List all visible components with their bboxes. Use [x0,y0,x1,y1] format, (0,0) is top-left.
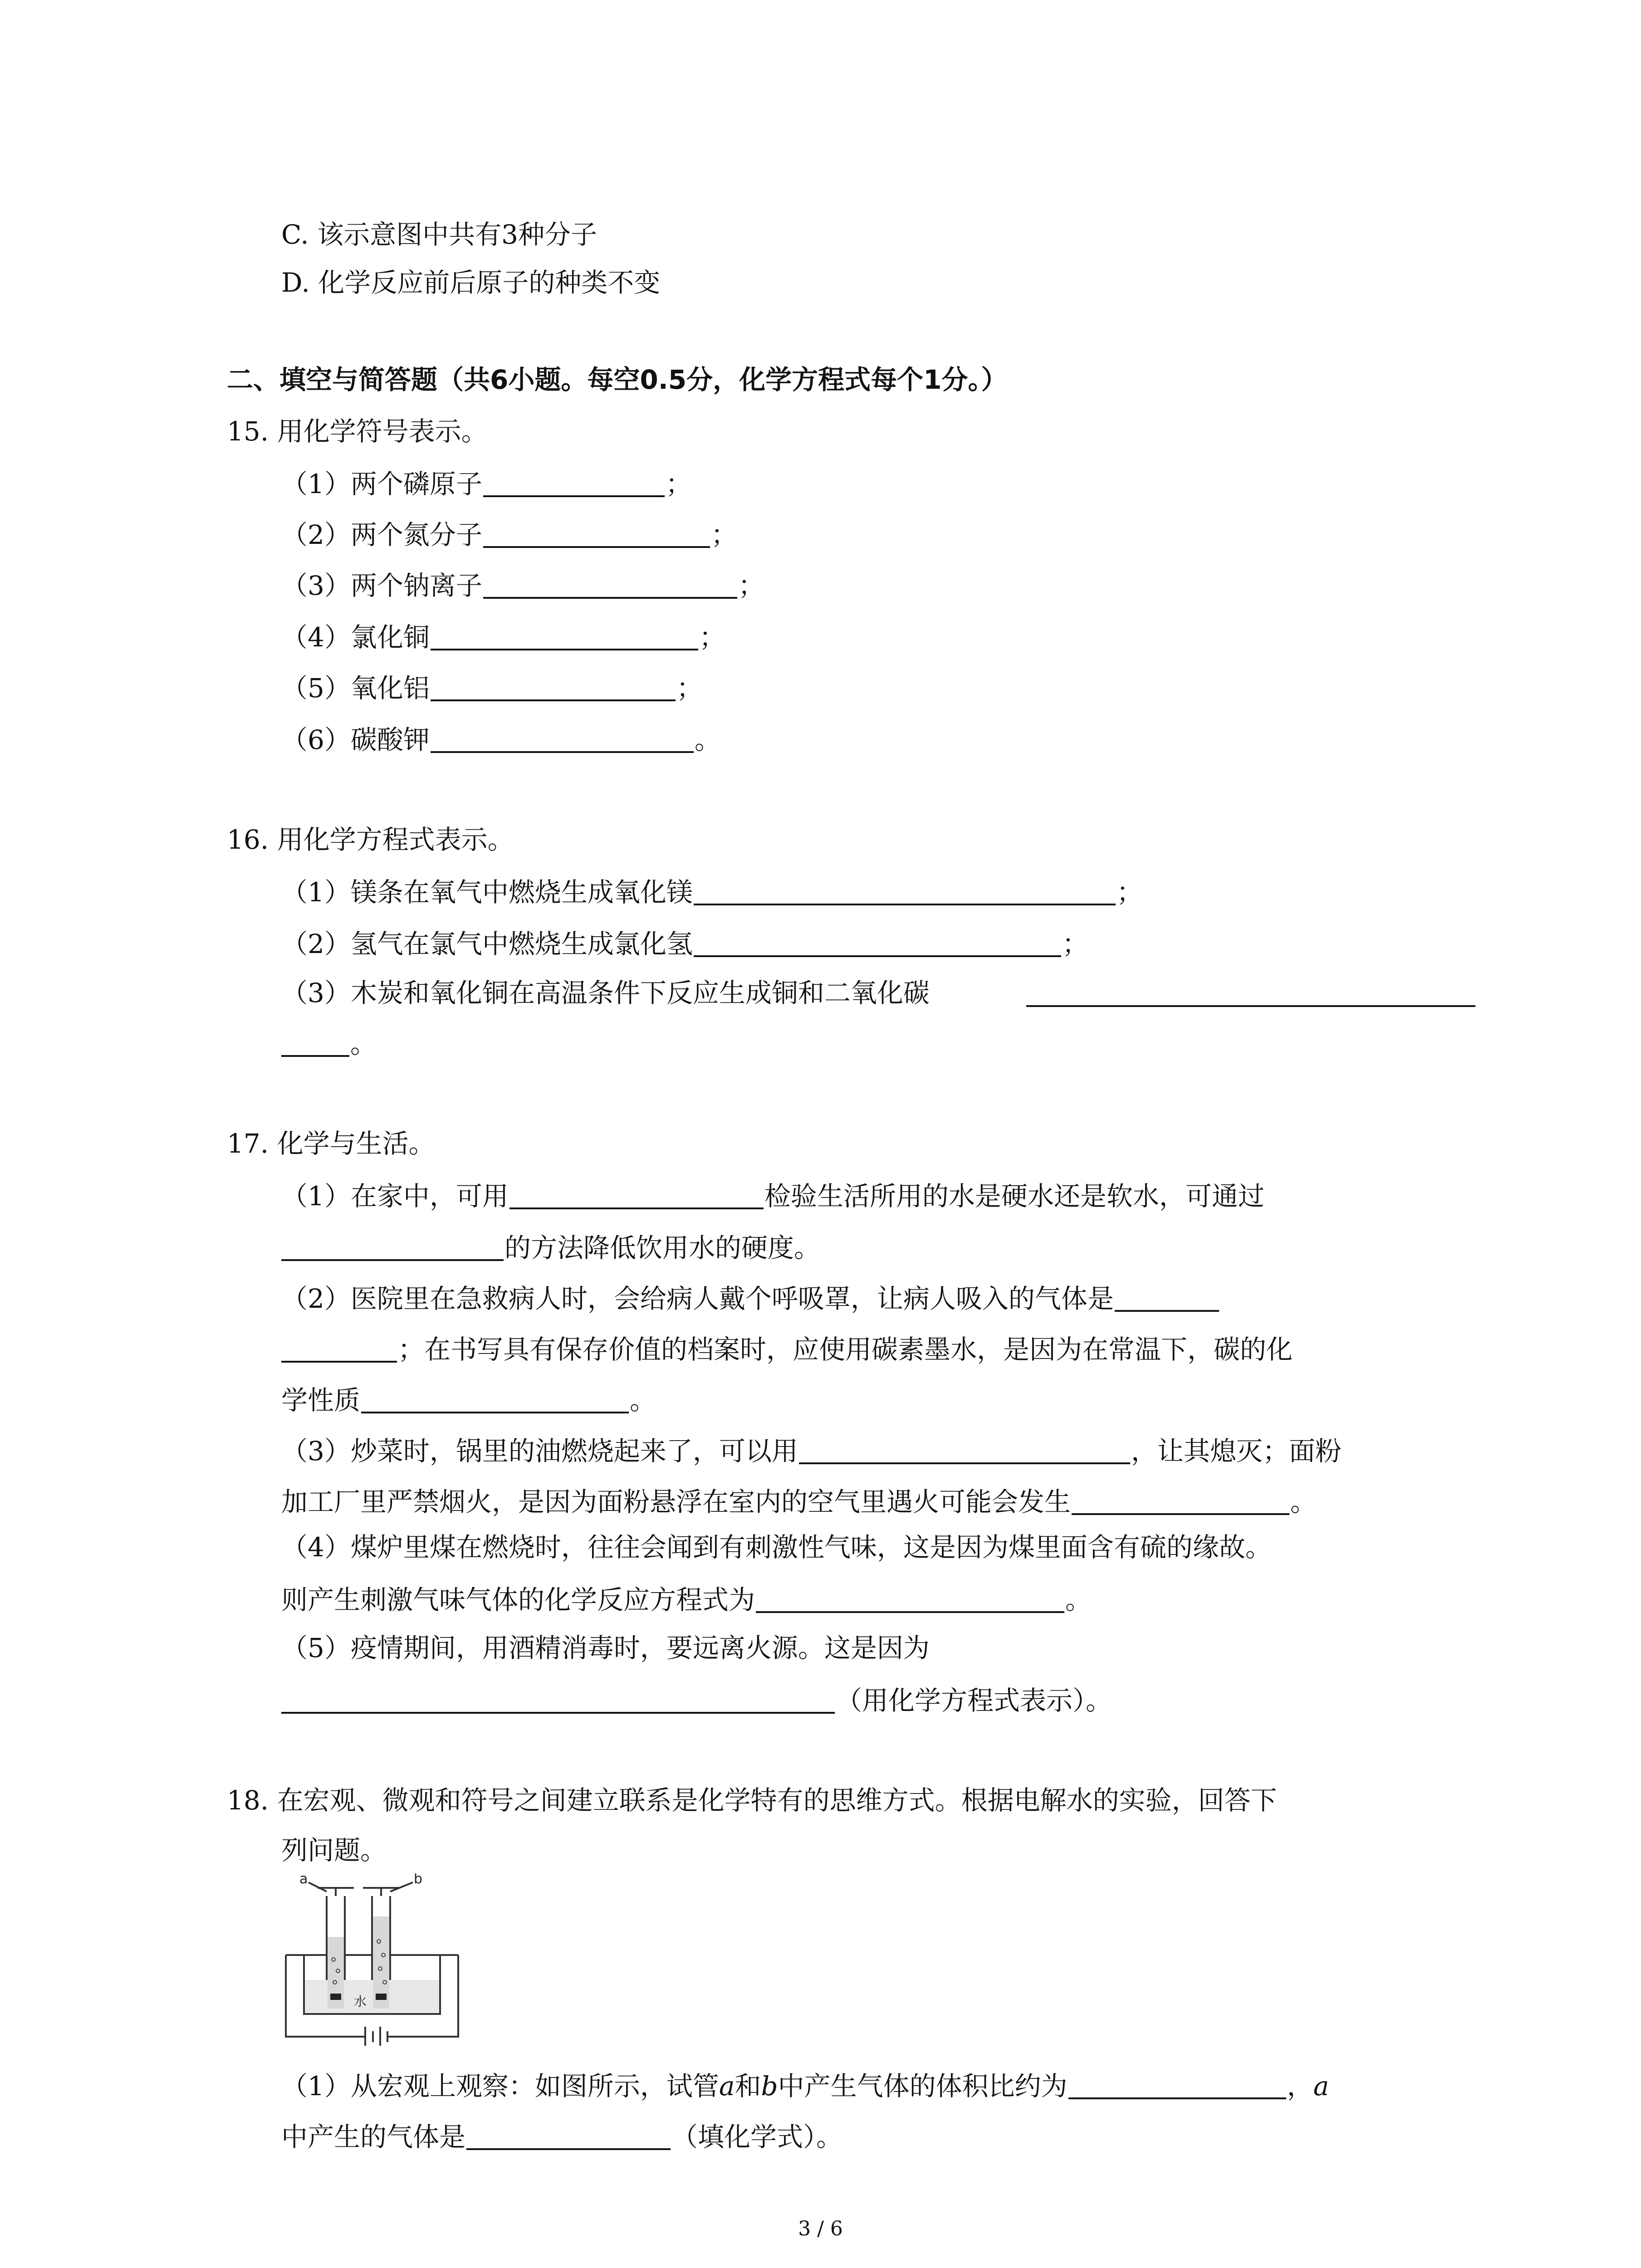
q17-p5: （5）疫情期间，用酒精消毒时，要远离火源。这是因为 [281,1633,930,1663]
q18-stem: 18. 在宏观、微观和符号之间建立联系是化学特有的思维方式。根据电解水的实验，回答下 [227,1785,1277,1816]
label-a: a [299,1873,308,1887]
q15-item-1: （1）两个磷原子 ； [281,469,692,499]
answer-blank[interactable] [483,469,665,497]
answer-blank[interactable] [281,1029,349,1057]
q17-p2-cont: ；在书写具有保存价值的档案时，应使用碳素墨水，是因为在常温下，碳的化 [281,1334,1293,1363]
q18-p1-cont: 中产生的气体是 （填化学式）。 [281,2121,843,2152]
q16-item-3-cont: 。 [281,1029,377,1057]
label-b: b [414,1873,423,1887]
q15-item-4: （4）氯化铜 ； [281,622,725,653]
q16-item-3: （3）木炭和氧化铜在高温条件下反应生成铜和二氧化碳 [281,978,930,1008]
q17-p1: （1）在家中，可用 检验生活所用的水是硬水还是软水，可通过 [281,1181,1264,1212]
answer-blank[interactable] [281,1334,397,1363]
q16-stem: 16. 用化学方程式表示。 [227,824,514,855]
answer-blank[interactable] [281,1233,504,1261]
answer-blank[interactable] [281,1686,835,1714]
answer-blank[interactable] [431,622,698,650]
answer-blank[interactable] [694,877,1116,905]
q15-item-3: （3）两个钠离子 ； [281,570,764,601]
answer-blank[interactable] [361,1385,629,1413]
answer-blank[interactable] [1026,1005,1475,1007]
answer-blank[interactable] [1115,1284,1219,1312]
page-number: 3 / 6 [798,2217,843,2240]
q15-item-6: （6）碳酸钾 。 [281,724,721,755]
q16-item-2: （2）氢气在氯气中燃烧生成氯化氢 ； [281,929,1088,959]
q17-p2: （2）医院里在急救病人时，会给病人戴个呼吸罩，让病人吸入的气体是 [281,1284,1220,1312]
option-c: C. 该示意图中共有3种分子 [281,219,598,250]
q17-p2-end: 学性质 。 [281,1385,656,1416]
answer-blank[interactable] [756,1585,1064,1613]
answer-blank[interactable] [799,1436,1130,1464]
electrode-b [376,1994,387,2000]
q18-stem-cont: 列问题。 [281,1835,387,1866]
q17-p4-cont: 则产生刺激气味气体的化学反应方程式为 。 [281,1584,1092,1615]
q16-item-1: （1）镁条在氧气中燃烧生成氧化镁 ； [281,877,1143,908]
answer-blank[interactable] [694,929,1061,957]
answer-blank[interactable] [466,2122,671,2150]
q17-p4: （4）煤炉里煤在燃烧时，往往会闻到有刺激性气味，这是因为煤里面含有硫的缘故。 [281,1532,1272,1563]
electrode-a [330,1994,341,2000]
answer-blank[interactable] [431,725,694,753]
q15-item-5: （5）氧化铝 ； [281,673,703,704]
q17-p1-cont: 的方法降低饮用水的硬度。 [281,1233,820,1261]
water-fill [305,1980,439,2013]
q17-p3-cont: 加工厂里严禁烟火，是因为面粉悬浮在室内的空气里遇火可能会发生 。 [281,1486,1317,1517]
section-heading: 二、填空与简答题（共6小题。每空0.5分，化学方程式每个1分。） [227,364,1008,395]
q15-item-2: （2）两个氮分子 ； [281,519,737,550]
q18-p1: （1）从宏观上观察：如图所示，试管a和b中产生气体的体积比约为 ，a [281,2071,1329,2102]
electrolysis-figure [277,1873,467,2046]
label-water: 水 [354,1994,367,2009]
answer-blank[interactable] [431,673,676,701]
option-d: D. 化学反应前后原子的种类不变 [281,267,661,298]
answer-blank[interactable] [1068,2071,1286,2099]
answer-blank[interactable] [1072,1487,1289,1515]
answer-blank[interactable] [483,520,710,548]
q15-stem: 15. 用化学符号表示。 [227,416,488,447]
q17-stem: 17. 化学与生活。 [227,1128,435,1159]
answer-blank[interactable] [483,571,737,599]
q17-p3: （3）炒菜时，锅里的油燃烧起来了，可以用 ，让其熄灭；面粉 [281,1436,1342,1466]
answer-blank[interactable] [509,1181,764,1209]
q17-p5-cont: （用化学方程式表示）。 [281,1686,1112,1714]
